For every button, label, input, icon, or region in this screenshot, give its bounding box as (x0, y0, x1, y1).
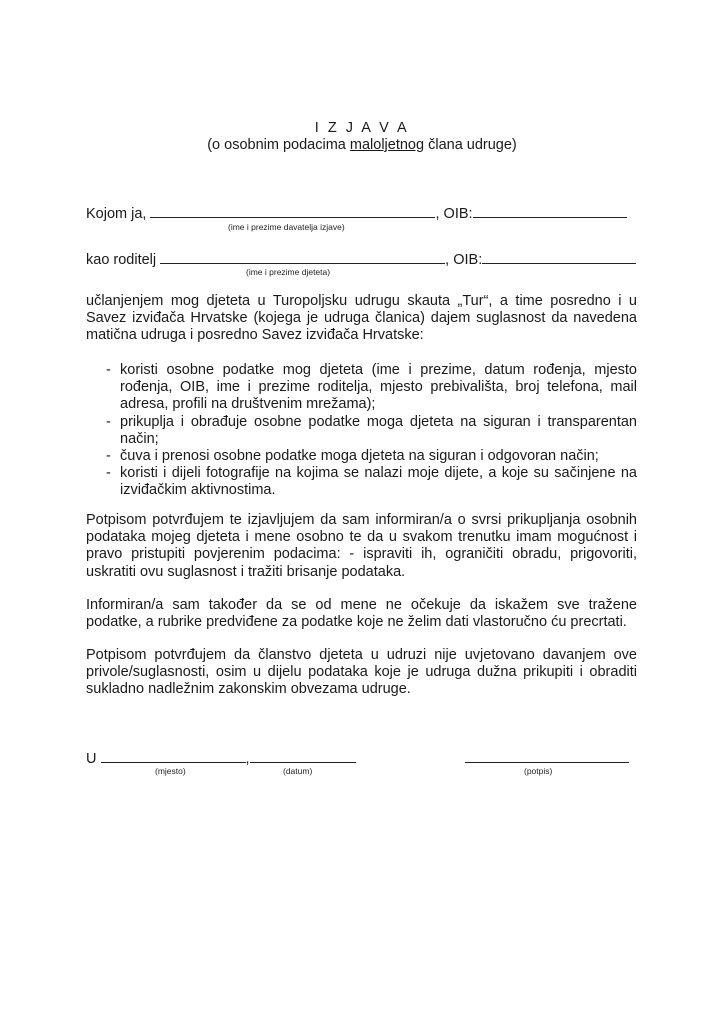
list-item (86, 362, 637, 414)
optional-data-paragraph (86, 597, 637, 631)
list-item-text: koristi i dijeli fotografije na kojima se nalazi moje dijete, a koje su sačinjene na izviđačkim aktivnostima. (120, 465, 637, 499)
optional-data-paragraph-text: Informiran/a sam također da se od mene ne očekuje da iskažem sve tražene podatke, a rubrike predviđene za podatke koje ne želim dati vlastoručno ću precrtati. (86, 597, 637, 631)
document-title: I Z J A V A (314, 120, 410, 136)
signature-input-line[interactable] (465, 748, 629, 763)
child-oib-label: , OIB: (445, 252, 483, 268)
child-field-hint: (ime i prezime djeteta) (246, 267, 331, 277)
parent-oib-label: , OIB: (435, 206, 473, 222)
subtitle-part-2: člana udruge) (424, 137, 517, 153)
list-item-text: prikuplja i obrađuje osobne podatke moga djeteta na siguran i transparentan način; (120, 413, 637, 447)
parent-name-input-line[interactable] (150, 203, 435, 218)
place-hint: (mjesto) (155, 766, 186, 776)
child-field-label: kao roditelj (86, 252, 157, 268)
parent-field-label: Kojom ja, (86, 206, 147, 222)
membership-paragraph (86, 647, 637, 699)
date-hint: (datum) (283, 766, 313, 776)
signature-row (86, 748, 356, 767)
list-item (86, 414, 637, 448)
dash-bullet: - (106, 465, 111, 482)
dash-bullet: - (106, 362, 111, 378)
list-item-text: koristi osobne podatke mog djeteta (ime i prezime, datum rođenja, mjesto rođenja, OIB, ime i prezime roditelja, mjesto prebivališta, broj telefona, mail adresa, profili na društvenim mrežama); (120, 362, 637, 413)
list-item (86, 448, 637, 465)
intro-paragraph (86, 293, 637, 345)
parent-oib-input-line[interactable] (473, 203, 627, 218)
list-item (86, 465, 637, 499)
child-field-row (86, 249, 636, 268)
place-date-separator: , (245, 751, 250, 767)
dash-bullet: - (106, 448, 111, 465)
membership-paragraph-text: Potpisom potvrđujem da članstvo djeteta u udruzi nije uvjetovano davanjem ove privole/suglasnosti, osim u dijelu podataka koje je udruga dužna prikupiti i obraditi sukladno nadležnim zakonskim obvezama udruge. (86, 647, 637, 698)
date-input-line[interactable] (250, 748, 356, 763)
place-input-line[interactable] (101, 748, 246, 763)
signature-line-row (465, 748, 629, 767)
signature-hint: (potpis) (524, 766, 553, 776)
rights-paragraph-text: Potpisom potvrđujem te izjavljujem da sam informiran/a o svrsi prikupljanja osobnih podataka mojeg djeteta i mene osobno te da u svakom trenutku imam mogućnost i pravo pristupiti povjerenim podacima: - ispraviti ih, ograničiti obradu, prigovoriti, uskratiti ovu suglasnost i tražiti brisanje podataka. (86, 512, 637, 580)
intro-paragraph-text: učlanjenjem mog djeteta u Turopoljsku udrugu skauta „Tur“, a time posredno i u Savez izviđača Hrvatske (kojega je udruga članica) dajem suglasnost da navedena matična udruga i posredno Savez izviđača Hrvatske: (86, 293, 637, 344)
parent-field-row (86, 203, 627, 222)
child-oib-input-line[interactable] (482, 249, 636, 264)
place-prefix: U (86, 751, 97, 767)
subtitle-underlined-word: maloljetnog (349, 137, 425, 153)
list-item-text: čuva i prenosi osobne podatke moga djeteta na siguran i odgovoran način; (120, 448, 599, 465)
subtitle-part-1: (o osobnim podacima (207, 137, 350, 153)
document-subtitle (0, 137, 724, 153)
dash-bullet: - (106, 413, 111, 430)
parent-field-hint: (ime i prezime davatelja izjave) (228, 222, 345, 232)
rights-paragraph (86, 512, 637, 581)
consent-list (86, 362, 637, 500)
child-name-input-line[interactable] (160, 249, 445, 264)
